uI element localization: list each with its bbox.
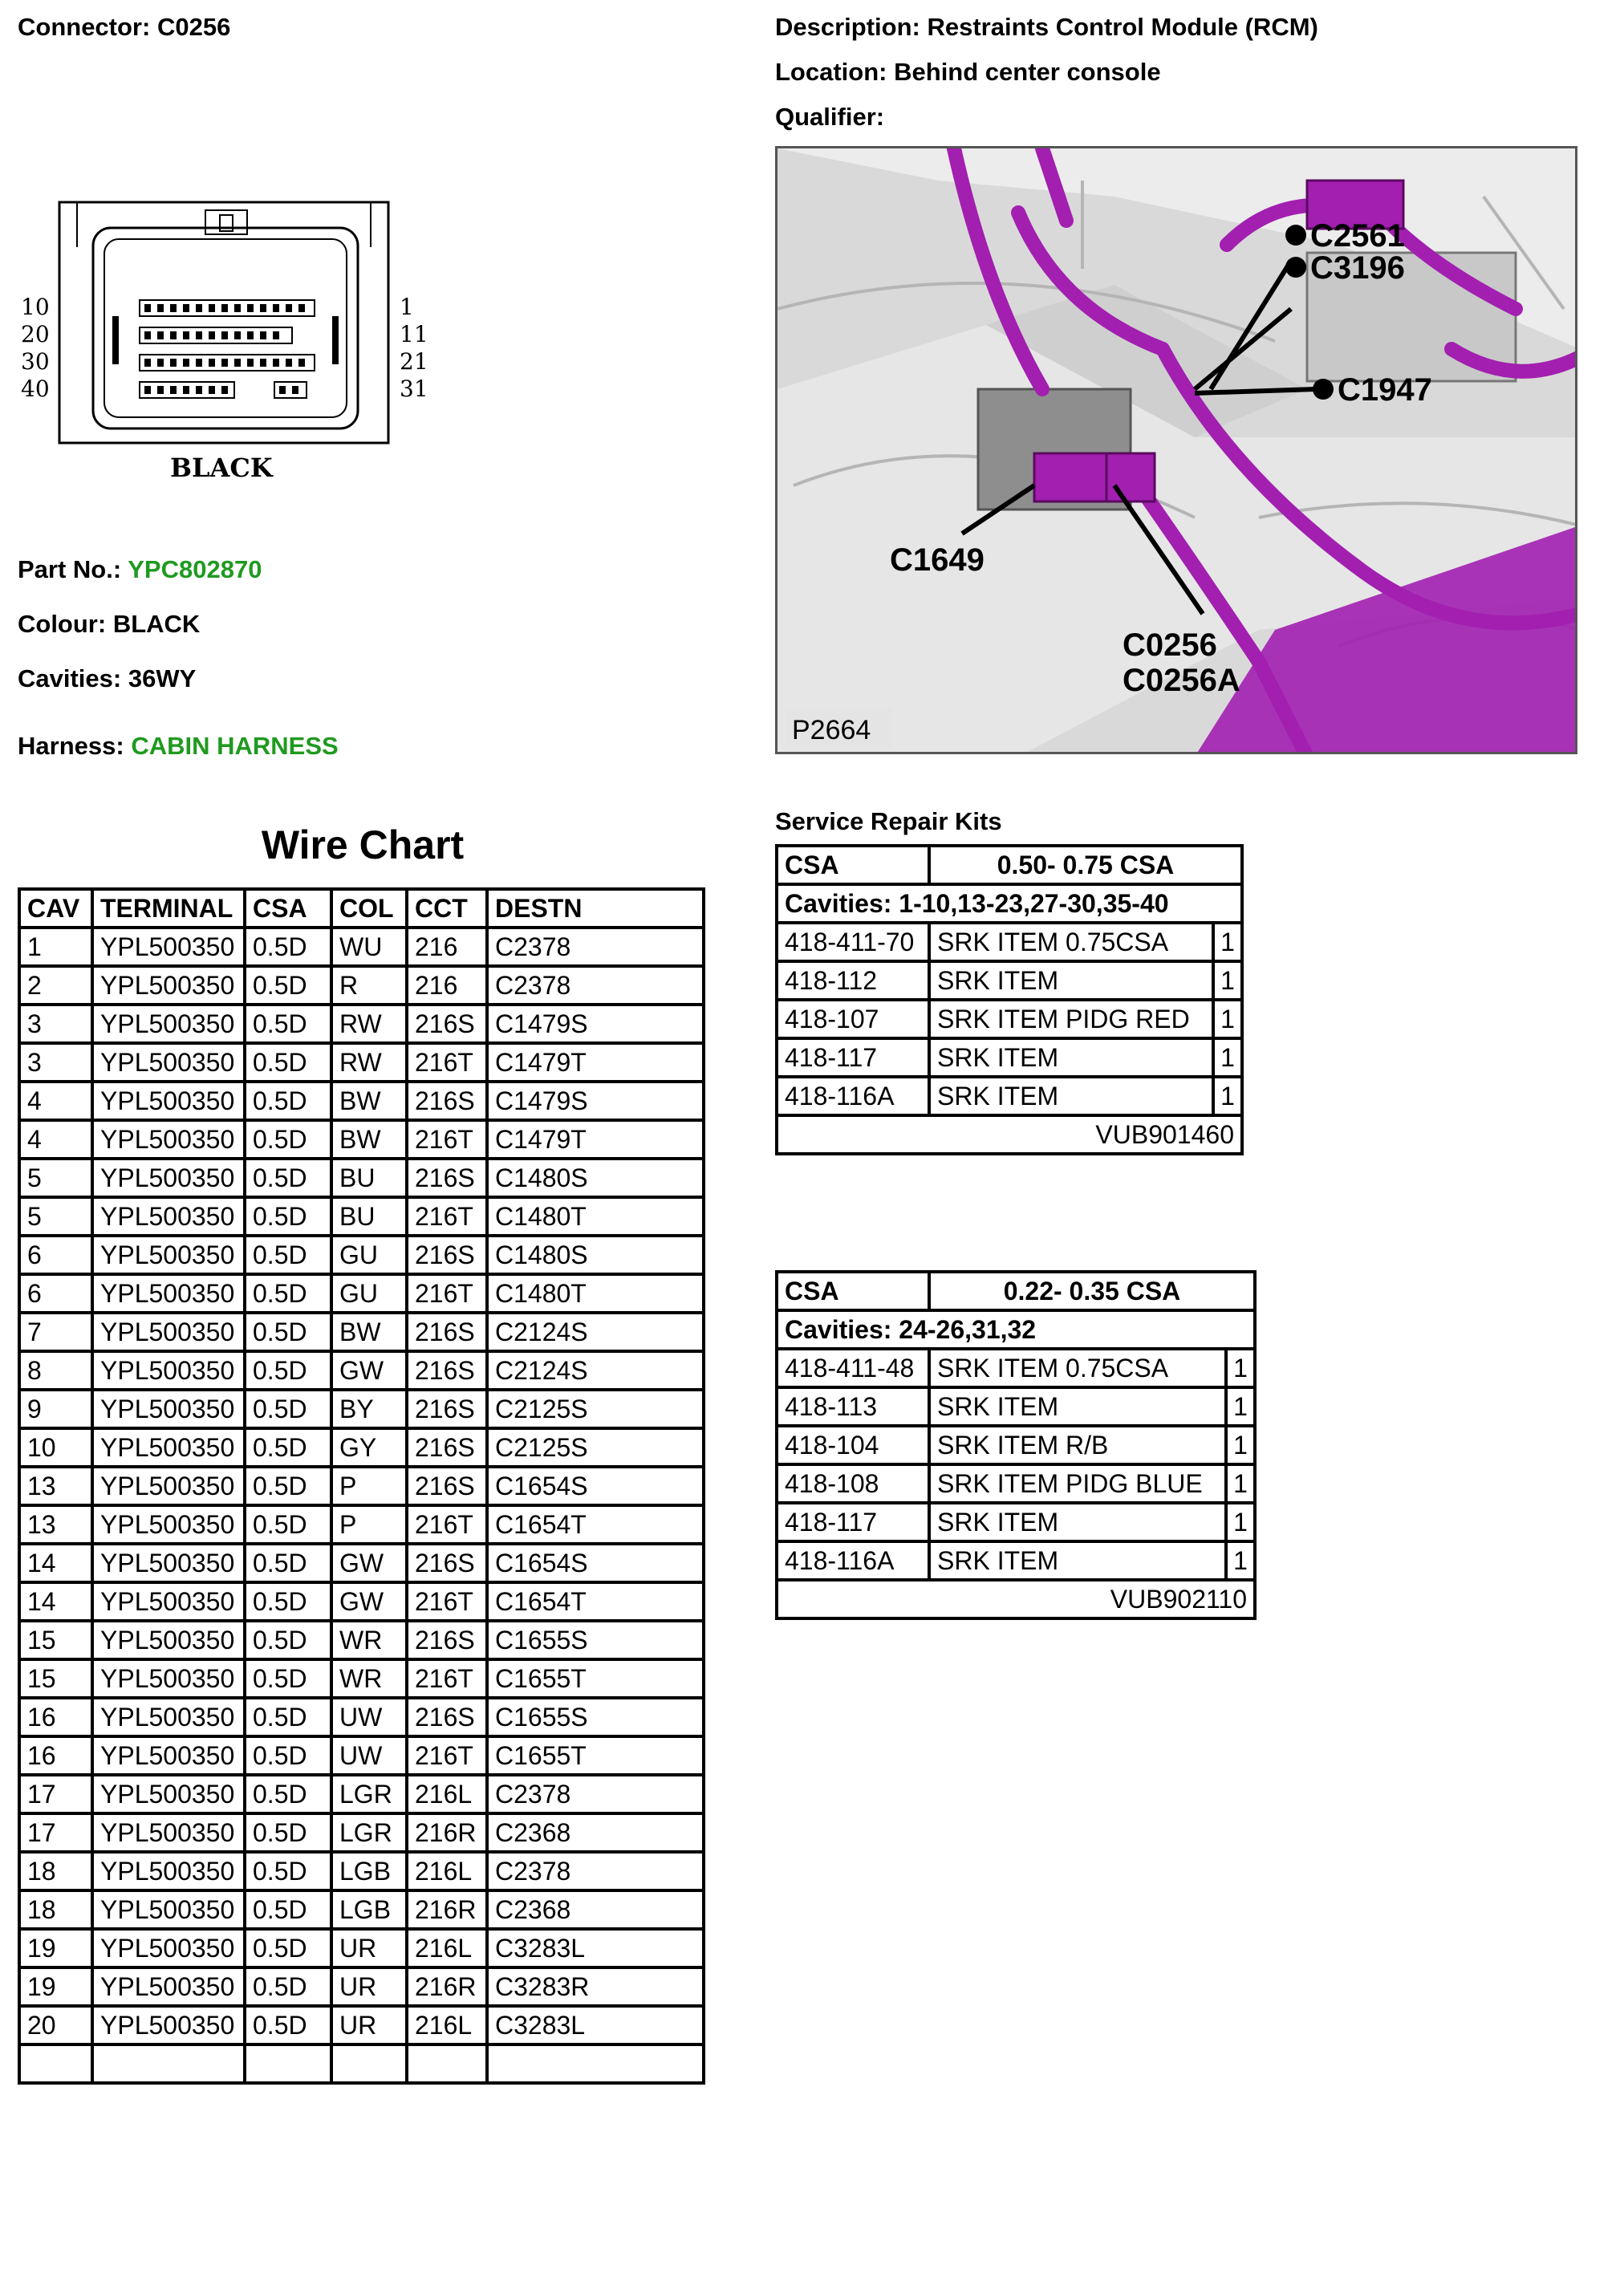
col-header-csa: CSA: [245, 889, 331, 928]
wire-chart-row: [19, 1852, 704, 1890]
wire-chart-cell: BY: [331, 1390, 407, 1428]
wire-chart-cell: C1479S: [487, 1005, 704, 1043]
wire-chart-cell: C2368: [487, 1813, 704, 1852]
srk-item-cell: 1: [1226, 1387, 1255, 1426]
srk-item-cell: 1: [1213, 1000, 1242, 1038]
pin-label-right: 11: [400, 321, 428, 347]
wire-chart-cell: C2378: [487, 928, 704, 966]
kit-number: VUB901460: [777, 1115, 1242, 1154]
wire-chart-cell: C2124S: [487, 1313, 704, 1351]
wire-chart-cell: 216L: [407, 2006, 487, 2044]
srk-item-row: [777, 923, 1242, 961]
connector-face-diagram: [16, 196, 433, 501]
wire-chart-cell: WU: [331, 928, 407, 966]
wire-chart-cell: YPL500350: [92, 1467, 245, 1505]
wire-chart-row: [19, 1390, 704, 1428]
srk-item-cell: 418-411-70: [777, 923, 929, 961]
wire-chart-cell: 0.5D: [245, 1544, 331, 1582]
wire-chart-title: Wire Chart: [261, 822, 465, 867]
wire-chart-cell: YPL500350: [92, 1313, 245, 1351]
wire-chart-cell: 216S: [407, 1467, 487, 1505]
wire-chart-cell: GW: [331, 1351, 407, 1390]
wire-chart-cell: C2378: [487, 966, 704, 1005]
srk-item-cell: 1: [1213, 923, 1242, 961]
srk-item-cell: SRK ITEM: [929, 1038, 1213, 1077]
wire-chart-row: [19, 1313, 704, 1351]
wire-chart-cell: GU: [331, 1274, 407, 1313]
wire-chart-cell: RW: [331, 1043, 407, 1082]
wire-chart-cell: YPL500350: [92, 1659, 245, 1698]
wire-chart-empty-row: [19, 2044, 704, 2083]
wire-chart-cell: 13: [19, 1467, 92, 1505]
wire-chart-cell: 0.5D: [245, 1582, 331, 1621]
wire-chart-cell: BW: [331, 1313, 407, 1351]
wire-chart-cell: 18: [19, 1852, 92, 1890]
wire-chart-cell: 0.5D: [245, 1120, 331, 1159]
wire-chart-cell: 0.5D: [245, 1621, 331, 1659]
diagram-colour-label: BLACK: [170, 453, 273, 483]
wire-chart-cell: 17: [19, 1813, 92, 1852]
wire-chart-cell: YPL500350: [92, 1159, 245, 1197]
wire-chart-cell: 0.5D: [245, 1775, 331, 1813]
wire-chart-cell: YPL500350: [92, 2006, 245, 2044]
wire-chart-row: [19, 1005, 704, 1043]
wire-chart-cell: 216T: [407, 1505, 487, 1544]
wire-chart-cell: 0.5D: [245, 1043, 331, 1082]
wire-chart-row: [19, 1582, 704, 1621]
wire-chart-cell: 0.5D: [245, 1236, 331, 1274]
wire-chart-cell: BW: [331, 1082, 407, 1120]
callout-c1947: C1947: [1338, 372, 1432, 408]
wire-chart-row: [19, 1813, 704, 1852]
wire-chart-cell: C1654S: [487, 1467, 704, 1505]
wire-chart-cell: YPL500350: [92, 1890, 245, 1929]
wire-chart-row: [19, 1351, 704, 1390]
wire-chart-cell: BW: [331, 1120, 407, 1159]
pin-label-right: 31: [400, 376, 428, 402]
wire-chart-cell: 18: [19, 1890, 92, 1929]
srk-item-cell: SRK ITEM: [929, 1387, 1226, 1426]
wire-chart-row: [19, 1698, 704, 1736]
wire-chart-cell: P: [331, 1505, 407, 1544]
pin-label-right: 21: [400, 348, 428, 375]
srk-item-cell: 1: [1226, 1464, 1255, 1503]
wire-chart-cell: 0.5D: [245, 1967, 331, 2006]
wire-chart-cell: C2124S: [487, 1351, 704, 1390]
wire-chart-cell: 216S: [407, 1544, 487, 1582]
wire-chart-cell: GU: [331, 1236, 407, 1274]
wire-chart-cell: 6: [19, 1274, 92, 1313]
wire-chart-cell: 0.5D: [245, 1313, 331, 1351]
srk-item-cell: 418-113: [777, 1387, 929, 1426]
srk-item-row: [777, 1077, 1242, 1115]
wire-chart-cell: 0.5D: [245, 1852, 331, 1890]
srk-item-row: [777, 1426, 1255, 1464]
wire-chart-cell: 19: [19, 1929, 92, 1967]
wire-chart-cell: 0.5D: [245, 2006, 331, 2044]
wire-chart-row: [19, 1043, 704, 1082]
colour-line: Colour: BLACK: [18, 610, 201, 638]
wire-chart-cell: YPL500350: [92, 1967, 245, 2006]
srk-item-cell: SRK ITEM PIDG RED: [929, 1000, 1213, 1038]
col-header-cav: CAV: [19, 889, 92, 928]
wire-chart-cell: C2125S: [487, 1390, 704, 1428]
part-number-line: Part No.: YPC802870: [18, 555, 262, 583]
kit-number: VUB902110: [777, 1580, 1255, 1618]
pin-label-right: 1: [400, 294, 414, 320]
wire-chart-cell: 16: [19, 1736, 92, 1775]
srk-item-cell: 1: [1226, 1541, 1255, 1580]
wire-chart-cell: YPL500350: [92, 1736, 245, 1775]
wire-chart-cell: 10: [19, 1428, 92, 1467]
wire-chart-row: [19, 1890, 704, 1929]
wire-chart-cell: 19: [19, 1967, 92, 2006]
wire-chart-cell: C1480T: [487, 1197, 704, 1236]
wire-chart-cell: 0.5D: [245, 928, 331, 966]
callout-c2561: C2561: [1310, 218, 1405, 254]
wire-chart-cell: 20: [19, 2006, 92, 2044]
wire-chart-row: [19, 1120, 704, 1159]
wire-chart-cell: 17: [19, 1775, 92, 1813]
wire-chart-cell: C2368: [487, 1890, 704, 1929]
wire-chart-cell: C1480T: [487, 1274, 704, 1313]
wire-chart-cell: UR: [331, 1967, 407, 2006]
srk-item-cell: SRK ITEM: [929, 1541, 1226, 1580]
wire-chart-cell: 9: [19, 1390, 92, 1428]
srk-item-cell: 1: [1213, 1038, 1242, 1077]
wire-chart-cell: 0.5D: [245, 1813, 331, 1852]
srk-item-row: [777, 1503, 1255, 1541]
wire-chart-cell: C3283R: [487, 1967, 704, 2006]
srk-item-cell: 1: [1213, 1077, 1242, 1115]
wire-chart-cell: 13: [19, 1505, 92, 1544]
wire-chart-cell: C3283L: [487, 2006, 704, 2044]
wire-chart-cell: GW: [331, 1544, 407, 1582]
callout-c0256: C0256: [1123, 627, 1217, 663]
wire-chart-cell: 216R: [407, 1967, 487, 2006]
location-line: Location: Behind center console: [775, 58, 1161, 86]
wire-chart-cell: BU: [331, 1159, 407, 1197]
srk-item-row: [777, 1541, 1255, 1580]
wire-chart-cell: UR: [331, 2006, 407, 2044]
wire-chart-cell: YPL500350: [92, 1813, 245, 1852]
srk-item-cell: 418-112: [777, 961, 929, 1000]
wire-chart-cell: 216S: [407, 1005, 487, 1043]
wire-chart-cell: 216R: [407, 1890, 487, 1929]
wire-chart-cell: 0.5D: [245, 966, 331, 1005]
wire-chart-cell: 0.5D: [245, 1159, 331, 1197]
wire-chart-cell: YPL500350: [92, 1582, 245, 1621]
wire-chart-cell: 216T: [407, 1736, 487, 1775]
wire-chart-cell: YPL500350: [92, 966, 245, 1005]
wire-chart-cell: C1654T: [487, 1505, 704, 1544]
wire-chart-row: [19, 1736, 704, 1775]
srk-item-cell: SRK ITEM 0.75CSA: [929, 923, 1213, 961]
wire-chart-cell: 2: [19, 966, 92, 1005]
wire-chart-cell: 0.5D: [245, 1890, 331, 1929]
wire-chart-cell: YPL500350: [92, 928, 245, 966]
harness-line: Harness: CABIN HARNESS: [18, 732, 339, 760]
callout-c0256a: C0256A: [1123, 663, 1240, 698]
pin-label-left: 40: [21, 376, 50, 402]
wire-chart-row: [19, 1236, 704, 1274]
wire-chart-cell: YPL500350: [92, 1621, 245, 1659]
wire-chart-row: [19, 1544, 704, 1582]
wire-chart-cell: YPL500350: [92, 1005, 245, 1043]
wire-chart-row: [19, 1929, 704, 1967]
location-photo: [775, 146, 1577, 754]
wire-chart-cell: 216: [407, 966, 487, 1005]
srk-item-cell: SRK ITEM: [929, 1503, 1226, 1541]
srk-item-row: [777, 1387, 1255, 1426]
wire-chart-cell: 3: [19, 1005, 92, 1043]
wire-chart-cell: 216L: [407, 1775, 487, 1813]
wire-chart-row: [19, 1775, 704, 1813]
wire-chart-cell: 15: [19, 1621, 92, 1659]
wire-chart-cell: YPL500350: [92, 1505, 245, 1544]
wire-chart-cell: YPL500350: [92, 1120, 245, 1159]
srk-item-cell: 418-117: [777, 1038, 929, 1077]
wire-chart-cell: C2378: [487, 1775, 704, 1813]
srk-item-cell: 418-116A: [777, 1541, 929, 1580]
callout-c3196: C3196: [1310, 250, 1405, 286]
wire-chart-cell: 16: [19, 1698, 92, 1736]
wire-chart-cell: 6: [19, 1236, 92, 1274]
wire-chart-row: [19, 2006, 704, 2044]
wire-chart-cell: UW: [331, 1736, 407, 1775]
wire-chart-cell: R: [331, 966, 407, 1005]
wire-chart-cell: LGR: [331, 1775, 407, 1813]
wire-chart-cell: YPL500350: [92, 1082, 245, 1120]
wire-chart-cell: 216S: [407, 1159, 487, 1197]
wire-chart-row: [19, 1159, 704, 1197]
col-header-cct: CCT: [407, 889, 487, 928]
wire-chart-cell: 216T: [407, 1582, 487, 1621]
srk-item-cell: 418-108: [777, 1464, 929, 1503]
pin-label-left: 10: [21, 294, 50, 320]
wire-chart-cell: 216S: [407, 1236, 487, 1274]
wire-chart-cell: YPL500350: [92, 1852, 245, 1890]
wire-chart-cell: YPL500350: [92, 1428, 245, 1467]
pin-label-left: 30: [21, 348, 50, 375]
wire-chart-cell: 14: [19, 1544, 92, 1582]
wire-chart-cell: C1479T: [487, 1043, 704, 1082]
srk-item-cell: 418-107: [777, 1000, 929, 1038]
col-header-terminal: TERMINAL: [92, 889, 245, 928]
wire-chart-cell: 5: [19, 1159, 92, 1197]
wire-chart-row: [19, 1967, 704, 2006]
wire-chart-cell: 216T: [407, 1659, 487, 1698]
wire-chart-cell: 216S: [407, 1390, 487, 1428]
wire-chart-cell: 216S: [407, 1698, 487, 1736]
srk-item-cell: 1: [1226, 1503, 1255, 1541]
harness-link: CABIN HARNESS: [131, 732, 339, 760]
wire-chart-cell: 0.5D: [245, 1390, 331, 1428]
wire-chart-row: [19, 1621, 704, 1659]
wire-chart-cell: 216S: [407, 1428, 487, 1467]
wire-chart-cell: C2378: [487, 1852, 704, 1890]
wire-chart-cell: C1480S: [487, 1236, 704, 1274]
srk-title: Service Repair Kits: [775, 807, 1002, 835]
srk-item-cell: 418-117: [777, 1503, 929, 1541]
wire-chart-cell: 216T: [407, 1274, 487, 1313]
part-number-link: YPC802870: [128, 555, 262, 583]
wire-chart-cell: 8: [19, 1351, 92, 1390]
srk-item-cell: SRK ITEM 0.75CSA: [929, 1349, 1226, 1387]
srk-item-row: [777, 1000, 1242, 1038]
srk-item-cell: 1: [1226, 1349, 1255, 1387]
wire-chart-cell: YPL500350: [92, 1929, 245, 1967]
wire-chart-cell: 0.5D: [245, 1736, 331, 1775]
wire-chart-cell: YPL500350: [92, 1274, 245, 1313]
wire-chart-cell: WR: [331, 1659, 407, 1698]
srk-item-cell: 418-116A: [777, 1077, 929, 1115]
wire-chart-cell: 7: [19, 1313, 92, 1351]
wire-chart-cell: C1654T: [487, 1582, 704, 1621]
wire-chart-cell: 4: [19, 1120, 92, 1159]
wire-chart-cell: 0.5D: [245, 1005, 331, 1043]
wire-chart-cell: P: [331, 1467, 407, 1505]
wire-chart-cell: 5: [19, 1197, 92, 1236]
srk-item-cell: SRK ITEM: [929, 1077, 1213, 1115]
srk-kit-table: CSA 0.50- 0.75 CSA Cavities: 1-10,13-23,27-30,35-40 418-411-70 SRK ITEM 0.75CSA 1 418-112 SRK ITEM 1 418-107 SRK ITEM PIDG RED 1 418-117 SRK ITEM 1 418-116A SRK ITEM 1 VUB901460: [775, 844, 1244, 1155]
wire-chart-cell: GY: [331, 1428, 407, 1467]
wire-chart-cell: 0.5D: [245, 1929, 331, 1967]
wire-chart-cell: C1654S: [487, 1544, 704, 1582]
wire-chart-cell: 216T: [407, 1197, 487, 1236]
col-header-col: COL: [331, 889, 407, 928]
wire-chart-cell: WR: [331, 1621, 407, 1659]
wire-chart-header-row: [19, 889, 704, 928]
wire-chart-cell: 1: [19, 928, 92, 966]
wire-chart-cell: 14: [19, 1582, 92, 1621]
wire-chart-cell: YPL500350: [92, 1043, 245, 1082]
figure-id: P2664: [792, 715, 871, 745]
srk-item-cell: 418-411-48: [777, 1349, 929, 1387]
wire-chart-cell: C1655S: [487, 1698, 704, 1736]
wire-chart-row: [19, 1428, 704, 1467]
pin-label-left: 20: [21, 321, 50, 347]
wire-chart-cell: YPL500350: [92, 1236, 245, 1274]
cavities-line: Cavities: 36WY: [18, 664, 197, 692]
srk-item-row: [777, 1349, 1255, 1387]
wire-chart-cell: 0.5D: [245, 1505, 331, 1544]
wire-chart-cell: C1655T: [487, 1659, 704, 1698]
wire-chart-cell: YPL500350: [92, 1775, 245, 1813]
srk-item-cell: SRK ITEM R/B: [929, 1426, 1226, 1464]
srk-item-row: [777, 1038, 1242, 1077]
wire-chart-cell: 216S: [407, 1082, 487, 1120]
wire-chart-cell: LGB: [331, 1890, 407, 1929]
wire-chart-cell: 0.5D: [245, 1467, 331, 1505]
callout-c1649: C1649: [890, 542, 985, 578]
srk-item-row: [777, 1464, 1255, 1503]
wire-chart-cell: 216S: [407, 1313, 487, 1351]
wire-chart-cell: LGR: [331, 1813, 407, 1852]
wire-chart-table: [18, 887, 705, 2085]
wire-chart-cell: LGB: [331, 1852, 407, 1890]
srk-item-cell: 1: [1213, 961, 1242, 1000]
wire-chart-cell: 3: [19, 1043, 92, 1082]
wire-chart-row: [19, 1197, 704, 1236]
wire-chart-cell: 216: [407, 928, 487, 966]
wire-chart-cell: 4: [19, 1082, 92, 1120]
wire-chart-cell: 216S: [407, 1621, 487, 1659]
wire-chart-cell: C1479S: [487, 1082, 704, 1120]
wire-chart-cell: 0.5D: [245, 1197, 331, 1236]
wire-chart-row: [19, 1274, 704, 1313]
wire-chart-cell: 0.5D: [245, 1659, 331, 1698]
srk-item-cell: 418-104: [777, 1426, 929, 1464]
wire-chart-cell: 0.5D: [245, 1428, 331, 1467]
wire-chart-cell: UR: [331, 1929, 407, 1967]
connector-heading: Connector: C0256: [18, 13, 231, 41]
wire-chart-cell: C1479T: [487, 1120, 704, 1159]
wire-chart-cell: 0.5D: [245, 1351, 331, 1390]
wire-chart-cell: YPL500350: [92, 1197, 245, 1236]
connector-id: C0256: [156, 13, 231, 41]
wire-chart-cell: 216T: [407, 1043, 487, 1082]
wire-chart-cell: YPL500350: [92, 1390, 245, 1428]
description-line: Description: Restraints Control Module (RCM): [775, 13, 1318, 41]
wire-chart-cell: 216S: [407, 1351, 487, 1390]
wire-chart-cell: 0.5D: [245, 1274, 331, 1313]
srk-item-cell: SRK ITEM: [929, 961, 1213, 1000]
wire-chart-row: [19, 1659, 704, 1698]
qualifier-line: Qualifier:: [775, 103, 885, 131]
wire-chart-cell: BU: [331, 1197, 407, 1236]
wire-chart-row: [19, 966, 704, 1005]
wire-chart-cell: 216L: [407, 1852, 487, 1890]
wire-chart-cell: YPL500350: [92, 1351, 245, 1390]
wire-chart-row: [19, 1082, 704, 1120]
wire-chart-cell: 216L: [407, 1929, 487, 1967]
wire-chart-cell: YPL500350: [92, 1698, 245, 1736]
wire-chart-cell: YPL500350: [92, 1544, 245, 1582]
wire-chart-cell: GW: [331, 1582, 407, 1621]
wire-chart-cell: C3283L: [487, 1929, 704, 1967]
wire-chart-row: [19, 1467, 704, 1505]
wire-chart-cell: RW: [331, 1005, 407, 1043]
wire-chart-cell: 15: [19, 1659, 92, 1698]
wire-chart-row: [19, 928, 704, 966]
wire-chart-cell: UW: [331, 1698, 407, 1736]
wire-chart-row: [19, 1505, 704, 1544]
srk-item-cell: 1: [1226, 1426, 1255, 1464]
wire-chart-cell: 216T: [407, 1120, 487, 1159]
wire-chart-cell: C1655S: [487, 1621, 704, 1659]
wire-chart-cell: C1480S: [487, 1159, 704, 1197]
wire-chart-cell: 216R: [407, 1813, 487, 1852]
wire-chart-cell: C1655T: [487, 1736, 704, 1775]
col-header-destn: DESTN: [487, 889, 704, 928]
srk-kit-table: CSA 0.22- 0.35 CSA Cavities: 24-26,31,32 418-411-48 SRK ITEM 0.75CSA 1 418-113 SRK ITEM 1 418-104 SRK ITEM R/B 1 418-108 SRK ITEM PIDG BLUE 1 418-117 SRK ITEM 1 418-116A SRK ITEM 1 VUB902110: [775, 1270, 1257, 1620]
srk-item-row: [777, 961, 1242, 1000]
wire-chart-cell: 0.5D: [245, 1082, 331, 1120]
wire-chart-cell: 0.5D: [245, 1698, 331, 1736]
wire-chart-cell: C2125S: [487, 1428, 704, 1467]
srk-item-cell: SRK ITEM PIDG BLUE: [929, 1464, 1226, 1503]
